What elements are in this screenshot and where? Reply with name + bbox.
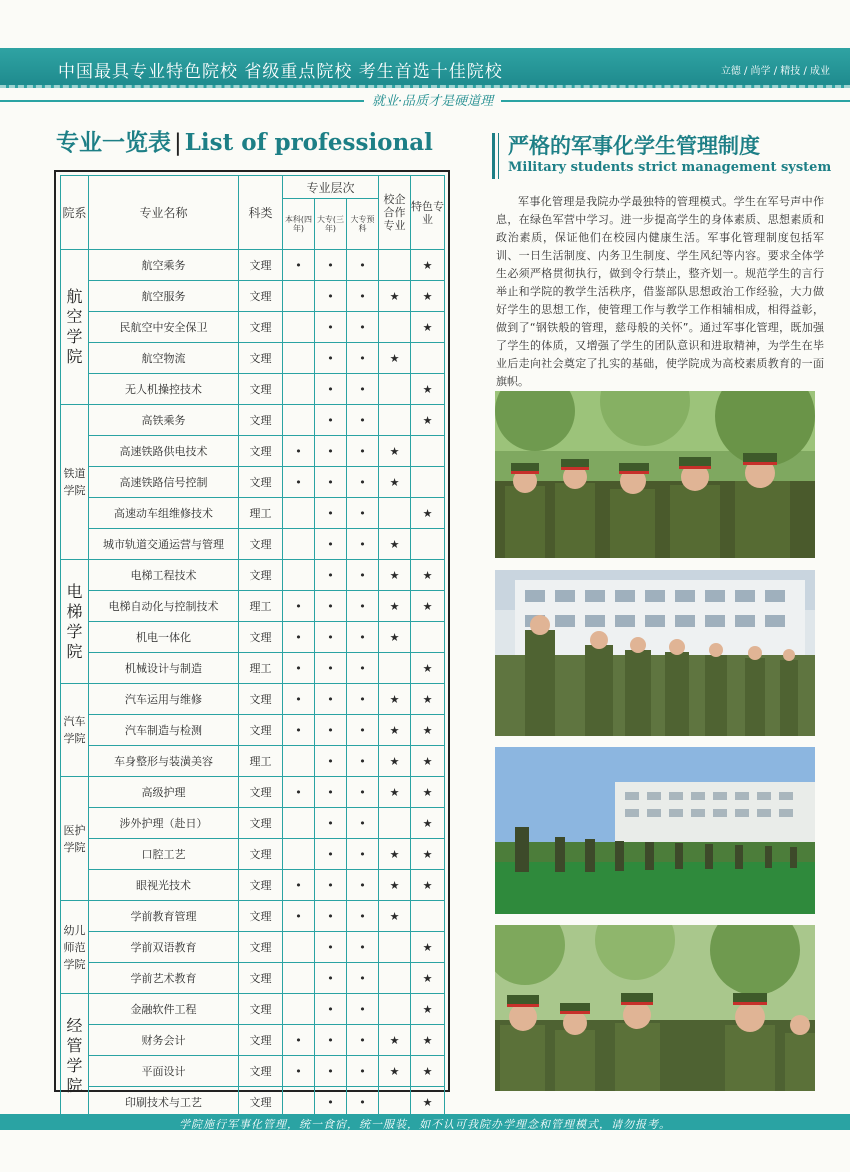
level-prep-mark: • xyxy=(347,1087,379,1118)
table-row xyxy=(61,715,445,746)
college-name: 医护学院 xyxy=(61,777,89,901)
level-prep-mark: • xyxy=(347,715,379,746)
special-mark xyxy=(411,529,445,560)
special-mark: ★ xyxy=(411,994,445,1025)
level-undergrad-mark: • xyxy=(283,653,315,684)
major-category: 文理 xyxy=(239,529,283,560)
level-junior-mark: • xyxy=(315,343,347,374)
level-prep-mark: • xyxy=(347,901,379,932)
major-name: 高速动车组维修技术 xyxy=(89,498,239,529)
special-mark: ★ xyxy=(411,405,445,436)
major-category: 文理 xyxy=(239,436,283,467)
major-name: 民航空中安全保卫 xyxy=(89,312,239,343)
major-category: 文理 xyxy=(239,963,283,994)
major-category: 文理 xyxy=(239,715,283,746)
level-junior-mark: • xyxy=(315,312,347,343)
level-prep-mark: • xyxy=(347,498,379,529)
level-prep-mark: • xyxy=(347,374,379,405)
header-joint: 校企合作专业 xyxy=(379,176,411,250)
level-junior-mark: • xyxy=(315,963,347,994)
joint-mark: ★ xyxy=(379,684,411,715)
level-undergrad-mark xyxy=(283,994,315,1025)
major-name: 学前双语教育 xyxy=(89,932,239,963)
title-separator: | xyxy=(174,130,182,156)
major-category: 文理 xyxy=(239,374,283,405)
major-name: 车身整形与装潢美容 xyxy=(89,746,239,777)
major-name: 印刷技术与工艺 xyxy=(89,1087,239,1118)
major-name: 机电一体化 xyxy=(89,622,239,653)
level-junior-mark: • xyxy=(315,529,347,560)
header-major: 专业名称 xyxy=(89,176,239,250)
photo-cadets-formation xyxy=(495,570,815,736)
table-row xyxy=(61,436,445,467)
level-prep-mark: • xyxy=(347,684,379,715)
table-row xyxy=(61,808,445,839)
major-name: 城市轨道交通运营与管理 xyxy=(89,529,239,560)
level-undergrad-mark: • xyxy=(283,684,315,715)
joint-mark xyxy=(379,653,411,684)
major-category: 文理 xyxy=(239,467,283,498)
table-row xyxy=(61,498,445,529)
table-row xyxy=(61,343,445,374)
major-category: 文理 xyxy=(239,405,283,436)
joint-mark xyxy=(379,994,411,1025)
major-category: 文理 xyxy=(239,343,283,374)
level-prep-mark: • xyxy=(347,591,379,622)
joint-mark: ★ xyxy=(379,870,411,901)
major-category: 文理 xyxy=(239,901,283,932)
college-name: 经管学院 xyxy=(61,994,89,1118)
special-mark: ★ xyxy=(411,498,445,529)
level-prep-mark: • xyxy=(347,777,379,808)
special-mark: ★ xyxy=(411,374,445,405)
major-category: 文理 xyxy=(239,777,283,808)
level-junior-mark: • xyxy=(315,870,347,901)
special-mark: ★ xyxy=(411,1087,445,1118)
military-intro: 军事化管理是我院办学最独特的管理模式。学生在军号声中作息，在绿色军营中学习。进一步提高学生的身体素质、思想素质和政治素质，保证他们在校园内健康生活。军事化管理制度包括军训、一日生活制度、内务卫生制度、学生风纪等内容。要求全体学生必须严格贯彻执行，做到令行禁止，整齐划一。规范学生的言行举止和学院的教学生活秩序，借鉴部队思想政治工作经验，大力做好学生的思想工作，使管理工作与教学工作相辅相成，相得益彰，做到了“钢铁般的管理，慈母般的关怀”。通过军事化管理，既加强了学生的体质，又增强了学生的团队意识和进取精神，为学生在毕业后走向社会奠定了扎实的基础，使学院成为高校素质教育的一面旗帜。 xyxy=(496,195,824,388)
major-name: 学前教育管理 xyxy=(89,901,239,932)
level-prep-mark: • xyxy=(347,467,379,498)
table-row xyxy=(61,963,445,994)
major-name: 高速铁路信号控制 xyxy=(89,467,239,498)
joint-mark xyxy=(379,498,411,529)
special-mark xyxy=(411,467,445,498)
special-mark: ★ xyxy=(411,684,445,715)
joint-mark xyxy=(379,1087,411,1118)
major-category: 理工 xyxy=(239,653,283,684)
table-row xyxy=(61,653,445,684)
level-junior-mark: • xyxy=(315,1025,347,1056)
major-category: 文理 xyxy=(239,870,283,901)
level-junior-mark: • xyxy=(315,653,347,684)
major-name: 高铁乘务 xyxy=(89,405,239,436)
level-junior-mark: • xyxy=(315,250,347,281)
level-prep-mark: • xyxy=(347,622,379,653)
level-undergrad-mark: • xyxy=(283,622,315,653)
level-junior-mark: • xyxy=(315,684,347,715)
table-row xyxy=(61,746,445,777)
photo-martial-arts-drill xyxy=(495,747,815,914)
special-mark: ★ xyxy=(411,591,445,622)
major-name: 汽车制造与检测 xyxy=(89,715,239,746)
table-row xyxy=(61,467,445,498)
table-row xyxy=(61,1025,445,1056)
major-category: 理工 xyxy=(239,591,283,622)
photo-cadets-saluting xyxy=(495,391,815,558)
level-prep-mark: • xyxy=(347,250,379,281)
college-name: 幼儿师范学院 xyxy=(61,901,89,994)
special-mark: ★ xyxy=(411,808,445,839)
table-row xyxy=(61,901,445,932)
level-prep-mark: • xyxy=(347,312,379,343)
level-prep-mark: • xyxy=(347,560,379,591)
joint-mark: ★ xyxy=(379,467,411,498)
special-mark: ★ xyxy=(411,715,445,746)
level-junior-mark: • xyxy=(315,777,347,808)
special-mark: ★ xyxy=(411,963,445,994)
level-prep-mark: • xyxy=(347,281,379,312)
level-undergrad-mark xyxy=(283,1087,315,1118)
joint-mark xyxy=(379,312,411,343)
level-junior-mark: • xyxy=(315,467,347,498)
special-mark xyxy=(411,901,445,932)
major-category: 文理 xyxy=(239,932,283,963)
level-prep-mark: • xyxy=(347,1056,379,1087)
header-college: 院系 xyxy=(61,176,89,250)
level-junior-mark: • xyxy=(315,560,347,591)
majors-title-cn: 专业一览表 xyxy=(56,130,171,156)
table-row xyxy=(61,994,445,1025)
major-category: 文理 xyxy=(239,1087,283,1118)
level-undergrad-mark: • xyxy=(283,250,315,281)
table-row xyxy=(61,684,445,715)
major-category: 文理 xyxy=(239,684,283,715)
major-category: 理工 xyxy=(239,746,283,777)
joint-mark xyxy=(379,250,411,281)
special-mark: ★ xyxy=(411,932,445,963)
military-title: 严格的军事化学生管理制度 xyxy=(508,134,760,158)
top-banner xyxy=(0,48,850,88)
header-level-prep: 大专预科 xyxy=(350,215,375,233)
college-name: 汽车学院 xyxy=(61,684,89,777)
joint-mark: ★ xyxy=(379,281,411,312)
joint-mark: ★ xyxy=(379,591,411,622)
level-prep-mark: • xyxy=(347,932,379,963)
level-junior-mark: • xyxy=(315,405,347,436)
level-undergrad-mark: • xyxy=(283,436,315,467)
table-row xyxy=(61,1087,445,1118)
table-row xyxy=(61,839,445,870)
table-row xyxy=(61,529,445,560)
major-name: 金融软件工程 xyxy=(89,994,239,1025)
level-prep-mark: • xyxy=(347,870,379,901)
major-name: 涉外护理（赴日） xyxy=(89,808,239,839)
table-row xyxy=(61,870,445,901)
level-undergrad-mark xyxy=(283,374,315,405)
level-prep-mark: • xyxy=(347,839,379,870)
major-name: 平面设计 xyxy=(89,1056,239,1087)
level-undergrad-mark: • xyxy=(283,467,315,498)
joint-mark: ★ xyxy=(379,529,411,560)
joint-mark xyxy=(379,963,411,994)
level-undergrad-mark: • xyxy=(283,1025,315,1056)
special-mark: ★ xyxy=(411,1056,445,1087)
major-name: 电梯工程技术 xyxy=(89,560,239,591)
major-name: 口腔工艺 xyxy=(89,839,239,870)
level-junior-mark: • xyxy=(315,1056,347,1087)
level-junior-mark: • xyxy=(315,746,347,777)
level-undergrad-mark xyxy=(283,746,315,777)
special-mark: ★ xyxy=(411,653,445,684)
level-undergrad-mark xyxy=(283,312,315,343)
level-prep-mark: • xyxy=(347,746,379,777)
level-undergrad-mark xyxy=(283,405,315,436)
table-row xyxy=(61,777,445,808)
joint-mark: ★ xyxy=(379,746,411,777)
special-mark xyxy=(411,436,445,467)
major-name: 眼视光技术 xyxy=(89,870,239,901)
footer-notice: 学院施行军事化管理，统一食宿，统一服装，如不认可我院办学理念和管理模式，请勿报考。 xyxy=(179,1118,671,1131)
special-mark: ★ xyxy=(411,250,445,281)
major-category: 文理 xyxy=(239,839,283,870)
major-name: 高级护理 xyxy=(89,777,239,808)
level-undergrad-mark: • xyxy=(283,777,315,808)
header-category: 科类 xyxy=(239,176,283,250)
header-special: 特色专业 xyxy=(411,176,445,250)
table-row xyxy=(61,405,445,436)
level-junior-mark: • xyxy=(315,1087,347,1118)
major-name: 学前艺术教育 xyxy=(89,963,239,994)
military-subtitle: Military students strict management system xyxy=(508,160,832,175)
header-level-junior: 大专(三年) xyxy=(316,215,345,233)
level-junior-mark: • xyxy=(315,839,347,870)
level-undergrad-mark xyxy=(283,343,315,374)
level-junior-mark: • xyxy=(315,808,347,839)
college-name: 电梯学院 xyxy=(61,560,89,684)
major-name: 高速铁路供电技术 xyxy=(89,436,239,467)
joint-mark: ★ xyxy=(379,777,411,808)
major-name: 航空物流 xyxy=(89,343,239,374)
joint-mark: ★ xyxy=(379,622,411,653)
banner-motto: 立德 / 尚学 / 精技 / 成业 xyxy=(720,66,830,77)
table-row xyxy=(61,622,445,653)
special-mark: ★ xyxy=(411,312,445,343)
college-name: 航空学院 xyxy=(61,250,89,405)
special-mark: ★ xyxy=(411,870,445,901)
special-mark: ★ xyxy=(411,1025,445,1056)
majors-title-en: List of professional xyxy=(184,129,433,156)
special-mark: ★ xyxy=(411,560,445,591)
level-prep-mark: • xyxy=(347,343,379,374)
level-prep-mark: • xyxy=(347,529,379,560)
level-junior-mark: • xyxy=(315,436,347,467)
level-junior-mark: • xyxy=(315,994,347,1025)
joint-mark: ★ xyxy=(379,839,411,870)
level-junior-mark: • xyxy=(315,715,347,746)
major-category: 文理 xyxy=(239,560,283,591)
level-junior-mark: • xyxy=(315,281,347,312)
banner-text: 中国最具专业特色院校 省级重点院校 考生首选十佳院校 xyxy=(58,62,503,82)
majors-table xyxy=(60,175,445,1118)
table-row xyxy=(61,591,445,622)
table-header-row xyxy=(61,176,445,199)
special-mark: ★ xyxy=(411,839,445,870)
joint-mark: ★ xyxy=(379,343,411,374)
special-mark: ★ xyxy=(411,746,445,777)
major-name: 汽车运用与维修 xyxy=(89,684,239,715)
joint-mark: ★ xyxy=(379,1056,411,1087)
joint-mark xyxy=(379,808,411,839)
level-undergrad-mark: • xyxy=(283,591,315,622)
special-mark: ★ xyxy=(411,281,445,312)
header-levels: 专业层次 xyxy=(283,176,379,199)
major-name: 财务会计 xyxy=(89,1025,239,1056)
level-undergrad-mark xyxy=(283,498,315,529)
level-undergrad-mark xyxy=(283,560,315,591)
level-undergrad-mark: • xyxy=(283,715,315,746)
table-row xyxy=(61,560,445,591)
joint-mark: ★ xyxy=(379,715,411,746)
level-junior-mark: • xyxy=(315,374,347,405)
major-category: 文理 xyxy=(239,808,283,839)
level-junior-mark: • xyxy=(315,498,347,529)
special-mark: ★ xyxy=(411,777,445,808)
level-undergrad-mark: • xyxy=(283,1056,315,1087)
title-accent-bar xyxy=(492,133,495,179)
special-mark xyxy=(411,343,445,374)
level-junior-mark: • xyxy=(315,932,347,963)
level-prep-mark: • xyxy=(347,808,379,839)
table-row xyxy=(61,1056,445,1087)
major-category: 文理 xyxy=(239,281,283,312)
level-undergrad-mark xyxy=(283,932,315,963)
major-name: 航空服务 xyxy=(89,281,239,312)
level-prep-mark: • xyxy=(347,653,379,684)
level-prep-mark: • xyxy=(347,963,379,994)
joint-mark xyxy=(379,374,411,405)
table-row xyxy=(61,281,445,312)
major-category: 文理 xyxy=(239,312,283,343)
major-category: 文理 xyxy=(239,250,283,281)
table-row xyxy=(61,374,445,405)
level-prep-mark: • xyxy=(347,405,379,436)
table-row xyxy=(61,932,445,963)
major-category: 文理 xyxy=(239,1025,283,1056)
major-category: 文理 xyxy=(239,994,283,1025)
major-name: 电梯自动化与控制技术 xyxy=(89,591,239,622)
level-undergrad-mark xyxy=(283,963,315,994)
joint-mark: ★ xyxy=(379,1025,411,1056)
level-undergrad-mark xyxy=(283,839,315,870)
slogan: 就业·品质才是硬道理 xyxy=(364,90,501,109)
major-name: 航空乘务 xyxy=(89,250,239,281)
table-row xyxy=(61,250,445,281)
major-category: 理工 xyxy=(239,498,283,529)
level-junior-mark: • xyxy=(315,901,347,932)
level-junior-mark: • xyxy=(315,622,347,653)
level-undergrad-mark xyxy=(283,808,315,839)
joint-mark xyxy=(379,405,411,436)
joint-mark xyxy=(379,932,411,963)
joint-mark: ★ xyxy=(379,560,411,591)
major-name: 机械设计与制造 xyxy=(89,653,239,684)
level-undergrad-mark xyxy=(283,281,315,312)
level-junior-mark: • xyxy=(315,591,347,622)
header-level-undergrad: 本科(四年) xyxy=(284,215,313,233)
level-prep-mark: • xyxy=(347,436,379,467)
majors-title xyxy=(56,124,433,157)
level-undergrad-mark: • xyxy=(283,901,315,932)
table-row xyxy=(61,312,445,343)
major-name: 无人机操控技术 xyxy=(89,374,239,405)
joint-mark: ★ xyxy=(379,901,411,932)
special-mark xyxy=(411,622,445,653)
level-prep-mark: • xyxy=(347,1025,379,1056)
level-undergrad-mark xyxy=(283,529,315,560)
title-accent-bar-thin xyxy=(498,133,499,179)
majors-table-body xyxy=(61,250,445,1118)
major-category: 文理 xyxy=(239,1056,283,1087)
joint-mark: ★ xyxy=(379,436,411,467)
level-prep-mark: • xyxy=(347,994,379,1025)
major-category: 文理 xyxy=(239,622,283,653)
level-undergrad-mark: • xyxy=(283,870,315,901)
college-name: 铁道学院 xyxy=(61,405,89,560)
photo-cadets-singing xyxy=(495,925,815,1091)
